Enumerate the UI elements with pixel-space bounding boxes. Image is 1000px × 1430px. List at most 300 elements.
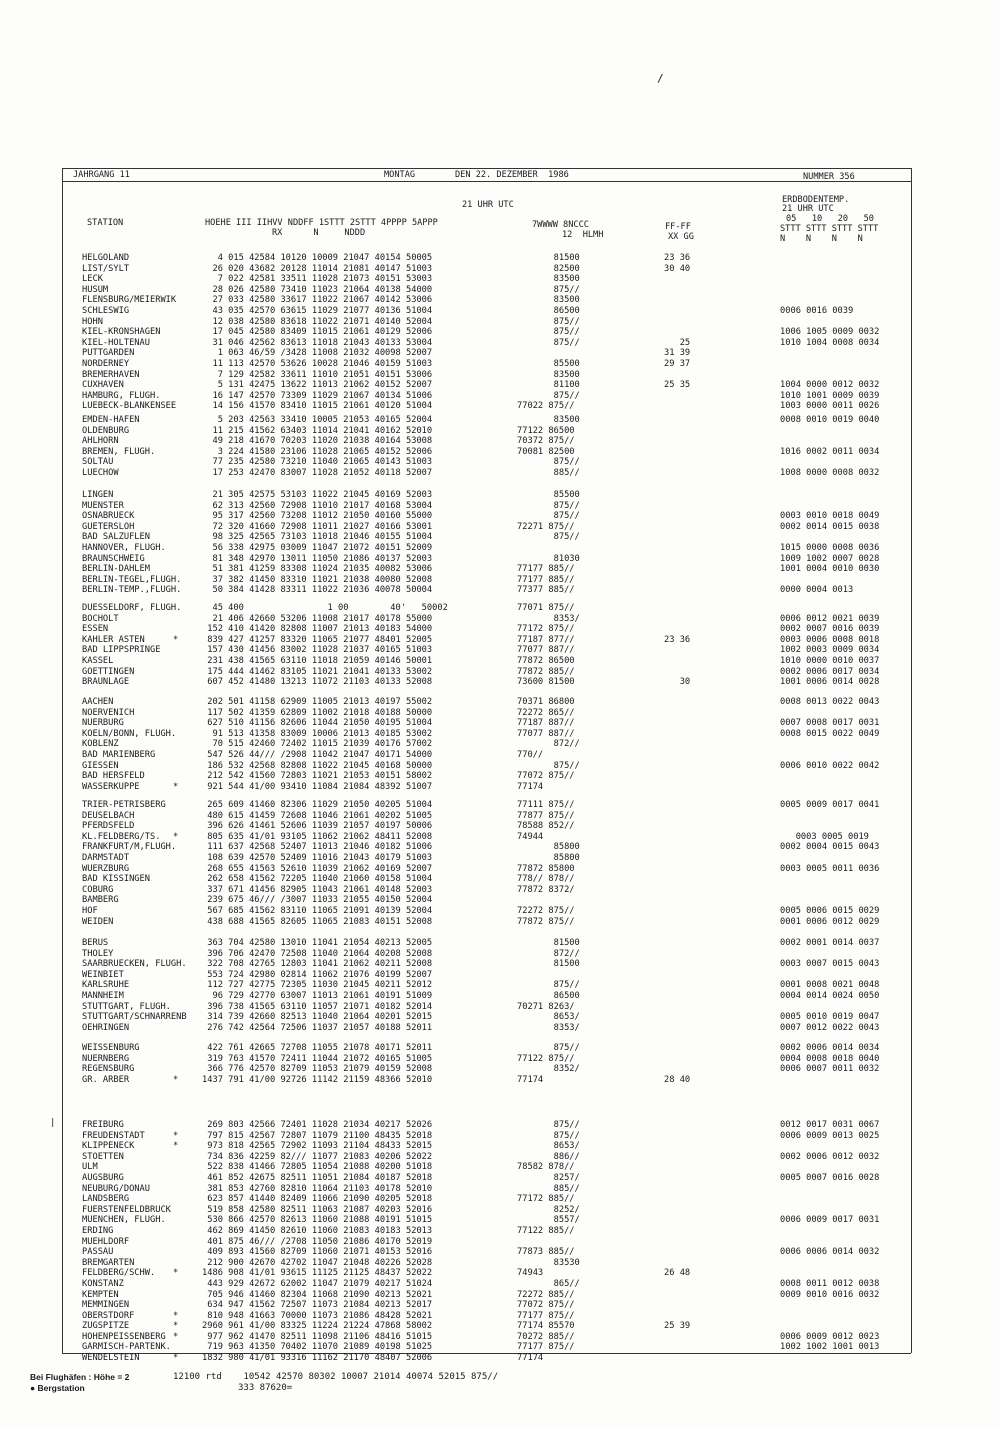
weather-group: 81030	[517, 553, 580, 564]
station-name: MUENCHEN, FLUGH.	[82, 1215, 166, 1226]
soil-temp-group: 0002 0007 0016 0039	[780, 624, 880, 635]
station-data: 719 963 41350 70402 11070 21089 40198 51025	[202, 1342, 433, 1353]
station-data: 276 742 42564 72506 11037 21057 40188 52011	[202, 1022, 433, 1033]
weather-group: 70081 82500	[517, 446, 575, 457]
station-group	[0, 603, 1000, 688]
station-name: KIEL-HOLTENAU	[82, 337, 150, 348]
station-data: 319 763 41570 72411 11044 21072 40165 51005	[202, 1053, 433, 1064]
station-data: 607 452 41480 13213 11072 21103 40133 52008	[202, 677, 433, 688]
table-row	[0, 906, 1000, 917]
weather-group: 81500	[517, 253, 580, 263]
table-row	[0, 677, 1000, 688]
station-name: ULM	[82, 1162, 98, 1173]
station-data: 56 338 42975 03009 11047 21072 40151 52009	[202, 542, 433, 553]
weather-group: 8353/	[517, 1022, 580, 1033]
soil-temp-group: 0003 0005 0011 0036	[780, 863, 880, 874]
weather-group: 77872 885//	[517, 666, 575, 677]
station-data: 337 671 41456 82905 11043 21061 40148 52003	[202, 884, 433, 895]
soil-temp-group: 1001 0004 0010 0030	[780, 564, 880, 575]
station-name: LECK	[82, 274, 103, 285]
weather-group: 875//	[517, 316, 580, 327]
station-name: LUECHOW	[82, 467, 119, 478]
table-row	[0, 543, 1000, 554]
table-row	[0, 917, 1000, 928]
soil-temp-depths: 05 10 20 50	[786, 214, 874, 224]
table-row	[0, 585, 1000, 596]
table-row	[0, 317, 1000, 328]
soil-temp-group: 0005 0006 0015 0029	[780, 905, 880, 916]
soil-temp-group: 0006 0016 0039	[780, 305, 854, 316]
station-data: 401 875 46/// /2708 11050 21086 40170 52019	[202, 1236, 433, 1247]
station-data: 977 962 41470 82511 11098 21106 48416 51015	[202, 1331, 433, 1342]
soil-temp-time: 21 UHR UTC	[782, 204, 834, 214]
station-data: 438 688 41565 82605 11065 21083 40151 52008	[202, 916, 433, 927]
station-name: BREMEN, FLUGH.	[82, 446, 156, 457]
station-name: HOHENPEISSENBERG	[82, 1331, 166, 1342]
station-data: 111 637 42568 52407 11013 21046 40182 51006	[202, 842, 433, 853]
station-data: 81 348 42970 13011 11050 21086 40137 52003	[202, 553, 433, 564]
table-row	[0, 436, 1000, 447]
weather-group: 77111 875//	[517, 800, 575, 810]
table-row	[0, 554, 1000, 565]
station-data: 269 803 42566 72401 11028 21034 40217 52026	[202, 1120, 433, 1130]
table-row	[0, 348, 1000, 359]
table-row	[0, 697, 1000, 708]
weather-group: 85500	[517, 490, 580, 500]
table-row	[0, 1205, 1000, 1216]
station-data: 11 113 42570 53626 10028 21046 40159 51003	[202, 358, 433, 369]
station-data: 1832 980 41/01 93316 11162 21170 48407 52006	[202, 1353, 433, 1364]
station-data: 1 063 46/59 /3428 11008 21032 40098 52007	[202, 348, 433, 359]
station-name: AHLHORN	[82, 436, 119, 447]
table-row	[0, 1184, 1000, 1195]
soil-temp-title: ERDBODENTEMP.	[782, 195, 850, 205]
weather-group: 78588 852//	[517, 821, 575, 832]
mountain-station-icon: *	[173, 1141, 179, 1152]
station-name: SOLTAU	[82, 457, 114, 468]
station-data: 634 947 41562 72507 11073 21084 40213 52017	[202, 1300, 433, 1311]
station-data: 31 046 42562 83613 11018 21043 40133 53004	[202, 337, 433, 348]
table-row	[0, 338, 1000, 349]
weather-group: 70271 8263/	[517, 1001, 575, 1012]
weather-group: 875//	[517, 1120, 580, 1130]
weather-group: 8557/	[517, 1215, 580, 1226]
table-row	[0, 1268, 1000, 1279]
station-data: 108 639 42570 52409 11016 21043 40179 51003	[202, 852, 433, 863]
station-name: FRANKFURT/M,FLUGH.	[82, 842, 177, 853]
soil-temp-group: 0008 0010 0019 0040	[780, 415, 880, 425]
table-row	[0, 1002, 1000, 1013]
station-name: EMDEN-HAFEN	[82, 415, 140, 425]
table-row	[0, 603, 1000, 614]
table-row	[0, 635, 1000, 646]
table-row	[0, 1152, 1000, 1163]
soil-temp-group: 0002 0004 0015 0043	[780, 842, 880, 853]
weather-group: 8352/	[517, 1064, 580, 1075]
table-row	[0, 991, 1000, 1002]
table-row	[0, 426, 1000, 437]
weather-group: 77172 875//	[517, 624, 575, 635]
gust-group: 28 40	[664, 1074, 691, 1085]
weather-group: 72271 875//	[517, 521, 575, 532]
station-data: 314 739 42660 82513 11040 21064 40201 52015	[202, 1012, 433, 1023]
soil-temp-group: 0006 0012 0021 0039	[780, 613, 880, 624]
soil-temp-group: 0000 0004 0013	[780, 585, 854, 596]
soil-temp-group: 0002 0006 0017 0034	[780, 666, 880, 677]
station-data: 4 015 42584 10120 10009 21047 40154 50005	[202, 253, 433, 263]
station-data: 77 235 42580 73210 11040 21065 40143 51003	[202, 457, 433, 468]
station-data: 921 544 41/00 93410 11084 21084 48392 51007	[202, 781, 433, 792]
station-data: 50 384 41428 83311 11022 21036 40078 50004	[202, 585, 433, 596]
station-name: BAD HERSFELD	[82, 771, 145, 782]
table-row	[0, 895, 1000, 906]
station-data: 7 022 42581 33511 11028 21073 40151 53003	[202, 274, 433, 285]
footer-data-line-2: 333 87620=	[238, 1383, 293, 1393]
weather-group: 77187 887//	[517, 718, 575, 729]
weather-group: 77072 875//	[517, 1300, 575, 1311]
weather-group: 770//	[517, 749, 544, 760]
table-row	[0, 401, 1000, 412]
weather-group: 83500	[517, 415, 580, 425]
station-data: 7 129 42582 33611 11010 21051 40151 53006	[202, 369, 433, 380]
col-main-sub: RX N NDDD	[272, 228, 366, 238]
table-row	[0, 1064, 1000, 1075]
weather-group: 77122 875//	[517, 1053, 575, 1064]
station-name: BREMERHAVEN	[82, 369, 140, 380]
table-row	[0, 1332, 1000, 1343]
station-name: KOELN/BONN, FLUGH.	[82, 728, 177, 739]
weather-group: 875//	[517, 390, 580, 401]
mountain-station-icon: *	[173, 1331, 179, 1342]
station-name: LANDSBERG	[82, 1194, 130, 1205]
station-name: FREUDENSTADT	[82, 1130, 145, 1141]
station-data: 62 313 42560 72908 11010 21017 40168 53004	[202, 500, 433, 511]
station-name: KL.FELDBERG/TS.	[82, 831, 161, 842]
soil-temp-group: 0003 0007 0015 0043	[780, 959, 880, 970]
table-row	[0, 811, 1000, 822]
station-name: FREIBURG	[82, 1120, 124, 1130]
station-name: DUESSELDORF, FLUGH.	[82, 603, 182, 613]
weather-group: 73600 81500	[517, 677, 575, 688]
station-data: 366 776 42570 82709 11053 21079 40159 52008	[202, 1064, 433, 1075]
weather-group: 70272 885//	[517, 1331, 575, 1342]
station-name: AUGSBURG	[82, 1172, 124, 1183]
station-data: 43 035 42570 63615 11029 21077 40136 51004	[202, 305, 433, 316]
table-row	[0, 1173, 1000, 1184]
station-name: BOCHOLT	[82, 613, 119, 624]
station-name: STUTTGART/SCHNARRENB	[82, 1012, 187, 1023]
table-row	[0, 1162, 1000, 1173]
table-row	[0, 1043, 1000, 1054]
station-data: 530 866 42570 82613 11060 21088 40191 51015	[202, 1215, 433, 1226]
weather-group: 875//	[517, 532, 580, 543]
station-data: 49 218 41670 70203 11020 21038 40164 53008	[202, 436, 433, 447]
station-group	[0, 697, 1000, 792]
station-name: GOETTINGEN	[82, 666, 135, 677]
station-name: NOERVENICH	[82, 707, 135, 718]
soil-temp-group: 1009 1002 0007 0028	[780, 553, 880, 564]
weather-group: 875//	[517, 457, 580, 468]
station-name: OSNABRUECK	[82, 511, 135, 522]
station-name: KONSTANZ	[82, 1278, 124, 1289]
soil-temp-group: 0012 0017 0031 0067	[780, 1120, 880, 1130]
weather-group: 8257/	[517, 1172, 580, 1183]
table-row	[0, 370, 1000, 381]
weather-group: 72272 875//	[517, 905, 575, 916]
weather-group: 872//	[517, 739, 580, 750]
table-row	[0, 253, 1000, 264]
station-data: 239 675 46/// /3007 11033 21055 40150 52004	[202, 895, 433, 906]
soil-temp-group: 1008 0000 0008 0032	[780, 467, 880, 478]
station-data: 231 438 41565 63110 11018 21059 40146 50001	[202, 655, 433, 666]
table-row	[0, 532, 1000, 543]
station-name: HOHN	[82, 316, 103, 327]
station-data: 17 253 42470 83007 11028 21052 40118 52007	[202, 467, 433, 478]
station-data: 117 502 41359 62809 11002 21018 40188 50000	[202, 707, 433, 718]
station-name: PASSAU	[82, 1247, 114, 1258]
table-row	[0, 761, 1000, 772]
station-name: WUERZBURG	[82, 863, 130, 874]
table-row	[0, 1054, 1000, 1065]
col-weather-sub: 12 HLMH	[562, 230, 604, 240]
station-group	[0, 490, 1000, 596]
table-row	[0, 1342, 1000, 1353]
weather-group: 83500	[517, 369, 580, 380]
weather-group: 77122 86500	[517, 425, 575, 436]
station-data: 5 131 42475 13622 11013 21062 40152 52007	[202, 380, 433, 391]
jahrgang: JAHRGANG 11	[73, 170, 130, 180]
table-row	[0, 1300, 1000, 1311]
station-data: 553 724 42980 02814 11062 21076 40199 52007	[202, 969, 433, 980]
table-row	[0, 501, 1000, 512]
soil-temp-group: 0006 0010 0022 0042	[780, 760, 880, 771]
weather-group: 77174	[517, 1353, 544, 1364]
station-name: MANNHEIM	[82, 990, 124, 1001]
weather-group: 77872 8372/	[517, 884, 575, 895]
table-row	[0, 391, 1000, 402]
station-data: 462 869 41450 82610 11060 21083 40183 52013	[202, 1225, 433, 1236]
weather-group: 886//	[517, 1151, 580, 1162]
table-row	[0, 656, 1000, 667]
station-name: KOBLENZ	[82, 739, 119, 750]
station-name: GIESSEN	[82, 760, 119, 771]
table-row	[0, 447, 1000, 458]
station-data: 112 727 42775 72305 11030 21045 40211 52012	[202, 980, 433, 991]
footer-data-line: 12100 rtd 10542 42570 80302 10007 21014 40074 52015 875//	[173, 1372, 499, 1382]
weather-group: 83530	[517, 1257, 580, 1268]
station-data: 37 382 41450 83310 11021 21038 40080 52008	[202, 574, 433, 585]
soil-temp-group: 1010 1004 0008 0034	[780, 337, 880, 348]
weather-group: 77174 85570	[517, 1321, 575, 1332]
weather-group: 77377 885//	[517, 585, 575, 596]
station-name: KLIPPENECK	[82, 1141, 135, 1152]
soil-temp-group: 1002 1002 1001 0013	[780, 1342, 880, 1353]
table-row	[0, 729, 1000, 740]
footer-legend	[30, 1372, 129, 1394]
station-name: WEIDEN	[82, 916, 114, 927]
table-row	[0, 1120, 1000, 1131]
table-row	[0, 980, 1000, 991]
table-row	[0, 739, 1000, 750]
issue-number: NUMMER 356	[803, 172, 855, 182]
station-data: 157 430 41456 83002 11028 21037 40165 51003	[202, 645, 433, 656]
station-data: 152 410 41420 82808 11007 21013 40183 54000	[202, 624, 433, 635]
station-name: BAD SALZUFLEN	[82, 532, 150, 543]
weather-group: 885//	[517, 1183, 580, 1194]
table-row	[0, 864, 1000, 875]
soil-temp-group: 0003 0005 0019	[780, 831, 869, 842]
station-name: THOLEY	[82, 948, 114, 959]
weather-group: 875//	[517, 760, 580, 771]
station-data: 322 708 42765 12803 11041 21062 40211 52008	[202, 959, 433, 970]
weather-group: 77077 887//	[517, 645, 575, 656]
weather-group: 875//	[517, 337, 580, 348]
table-row	[0, 1311, 1000, 1322]
station-data: 973 818 42565 72902 11093 21104 48433 52015	[202, 1141, 433, 1152]
table-row	[0, 457, 1000, 468]
table-row	[0, 853, 1000, 864]
station-group	[0, 1120, 1000, 1364]
weather-group: 875//	[517, 1043, 580, 1053]
station-name: LINGEN	[82, 490, 114, 500]
col-station: STATION	[87, 218, 124, 228]
station-data: 810 948 41663 70000 11073 21086 48428 52021	[202, 1310, 433, 1321]
station-name: WASSERKUPPE	[82, 781, 140, 792]
weather-group: 885//	[517, 467, 580, 478]
station-name: OBERSTDORF	[82, 1310, 135, 1321]
mountain-station-icon: *	[173, 1310, 179, 1321]
station-data: 461 852 42675 82511 11051 21084 40187 52018	[202, 1172, 433, 1183]
table-row	[0, 708, 1000, 719]
station-data: 98 325 42565 73103 11018 21046 40155 51004	[202, 532, 433, 543]
station-name: MUENSTER	[82, 500, 124, 511]
table-row	[0, 490, 1000, 501]
station-data: 734 836 42259 82/// 11077 21083 40206 52022	[202, 1151, 433, 1162]
station-name: AACHEN	[82, 697, 114, 707]
station-name: OEHRINGEN	[82, 1022, 130, 1033]
table-row	[0, 750, 1000, 761]
weather-group: 875//	[517, 980, 580, 991]
weather-group: 72272 885//	[517, 1289, 575, 1300]
station-name: REGENSBURG	[82, 1064, 135, 1075]
station-data: 705 946 41460 82304 11068 21090 40213 52021	[202, 1289, 433, 1300]
station-data: 1486 908 41/01 93615 11125 21125 48437 52022	[202, 1268, 433, 1279]
station-name: WEINBIET	[82, 969, 124, 980]
station-name: HAMBURG, FLUGH.	[82, 390, 161, 401]
weekday: MONTAG	[384, 170, 416, 180]
station-name: WEISSENBURG	[82, 1043, 140, 1053]
station-name: HELGOLAND	[82, 253, 130, 263]
margin-mark: |	[50, 1118, 56, 1128]
soil-temp-group: 1001 0006 0014 0028	[780, 677, 880, 688]
table-row	[0, 959, 1000, 970]
station-data: 16 147 42570 73309 11029 21067 40134 51006	[202, 390, 433, 401]
col-gust-sub: XX GG	[668, 232, 694, 242]
weather-group: 77872 85800	[517, 863, 575, 874]
col-weather: 7WWWW 8NCCC	[532, 220, 589, 230]
gust-group: 25 39	[664, 1321, 691, 1332]
station-name: NUERBURG	[82, 718, 124, 729]
station-data: 627 510 41156 82606 11044 21050 40195 51004	[202, 718, 433, 729]
table-row	[0, 938, 1000, 949]
col-soil: STTT STTT STTT STTT	[780, 224, 879, 234]
weather-group: 77877 875//	[517, 810, 575, 821]
station-name: WENDELSTEIN	[82, 1353, 140, 1364]
weather-group: 77174	[517, 1074, 544, 1085]
mountain-station-icon: *	[173, 1321, 179, 1332]
weather-group: 77077 887//	[517, 728, 575, 739]
station-name: HOF	[82, 905, 98, 916]
station-group	[0, 253, 1000, 412]
table-row	[0, 1131, 1000, 1142]
station-name: SAARBRUECKEN, FLUGH.	[82, 959, 187, 970]
station-name: ZUGSPITZE	[82, 1321, 130, 1332]
station-data: 623 857 41440 82409 11066 21090 40205 52018	[202, 1194, 433, 1205]
station-data: 522 838 41466 72805 11054 21088 40200 51018	[202, 1162, 433, 1173]
weather-group: 81500	[517, 959, 580, 970]
soil-temp-group: 0004 0014 0024 0050	[780, 990, 880, 1001]
station-data: 265 609 41460 82306 11029 21050 40205 51004	[202, 800, 433, 810]
table-row	[0, 842, 1000, 853]
station-data: 11 215 41562 63403 11014 21041 40162 52010	[202, 425, 433, 436]
station-name: FUERSTENFELDBRUCK	[82, 1204, 171, 1215]
station-name: GUETERSLOH	[82, 521, 135, 532]
station-name: GR. ARBER	[82, 1074, 130, 1085]
station-name: BAD LIPPSPRINGE	[82, 645, 161, 656]
station-data: 96 729 42770 63007 11013 21061 40191 51009	[202, 990, 433, 1001]
station-data: 519 858 42580 82511 11063 21087 40203 52016	[202, 1204, 433, 1215]
station-data: 5 203 42563 33410 10005 21053 40165 52004	[202, 415, 433, 425]
station-data: 26 020 43682 20128 11014 21081 40147 51003	[202, 263, 433, 274]
station-name: BERLIN-TEGEL,FLUGH.	[82, 574, 182, 585]
station-data: 1437 791 41/00 92726 11142 21159 48366 52010	[202, 1074, 433, 1085]
station-data: 805 635 41/01 93105 11062 21062 48411 52008	[202, 831, 433, 842]
weather-group: 83500	[517, 295, 580, 306]
station-data: 212 900 42670 42702 11047 21048 40226 52028	[202, 1257, 433, 1268]
weather-group: 77022 875//	[517, 401, 575, 412]
soil-temp-group: 1015 0000 0008 0036	[780, 542, 880, 553]
station-data: 51 381 41259 83308 11024 21035 40082 53006	[202, 564, 433, 575]
weather-group: 81100	[517, 380, 580, 391]
table-row	[0, 1258, 1000, 1269]
table-row	[0, 949, 1000, 960]
top-rule	[62, 168, 911, 169]
weather-group: 72272 865//	[517, 707, 575, 718]
station-name: STUTTGART, FLUGH.	[82, 1001, 171, 1012]
station-name: LUEBECK-BLANKENSEE	[82, 401, 177, 412]
soil-temp-group: 0008 0015 0022 0049	[780, 728, 880, 739]
soil-temp-group: 0005 0009 0017 0041	[780, 800, 880, 810]
soil-temp-group: 1010 1001 0009 0039	[780, 390, 880, 401]
gust-group: 23 36	[664, 253, 691, 263]
weather-group: 83500	[517, 274, 580, 285]
weather-group: 77872 875//	[517, 916, 575, 927]
weather-group: 77177 875//	[517, 1310, 575, 1321]
weather-group: 875//	[517, 327, 580, 338]
table-row	[0, 1353, 1000, 1364]
weather-group: 8653/	[517, 1141, 580, 1152]
station-data: 186 532 42568 82808 11022 21045 40168 50000	[202, 760, 433, 771]
soil-temp-group: 1010 0000 0010 0037	[780, 655, 880, 666]
table-row	[0, 821, 1000, 832]
station-data: 3 224 41580 23106 11028 21065 40152 52006	[202, 446, 433, 457]
soil-temp-group: 0006 0007 0011 0032	[780, 1064, 880, 1075]
station-name: KAHLER ASTEN	[82, 634, 145, 645]
station-data: 262 658 41562 72205 11040 21060 40158 51004	[202, 874, 433, 885]
station-data: 409 893 41560 82709 11060 21071 40153 52016	[202, 1247, 433, 1258]
station-data: 27 033 42580 33617 11022 21067 40142 53006	[202, 295, 433, 306]
soil-temp-group: 1006 1005 0009 0032	[780, 327, 880, 338]
